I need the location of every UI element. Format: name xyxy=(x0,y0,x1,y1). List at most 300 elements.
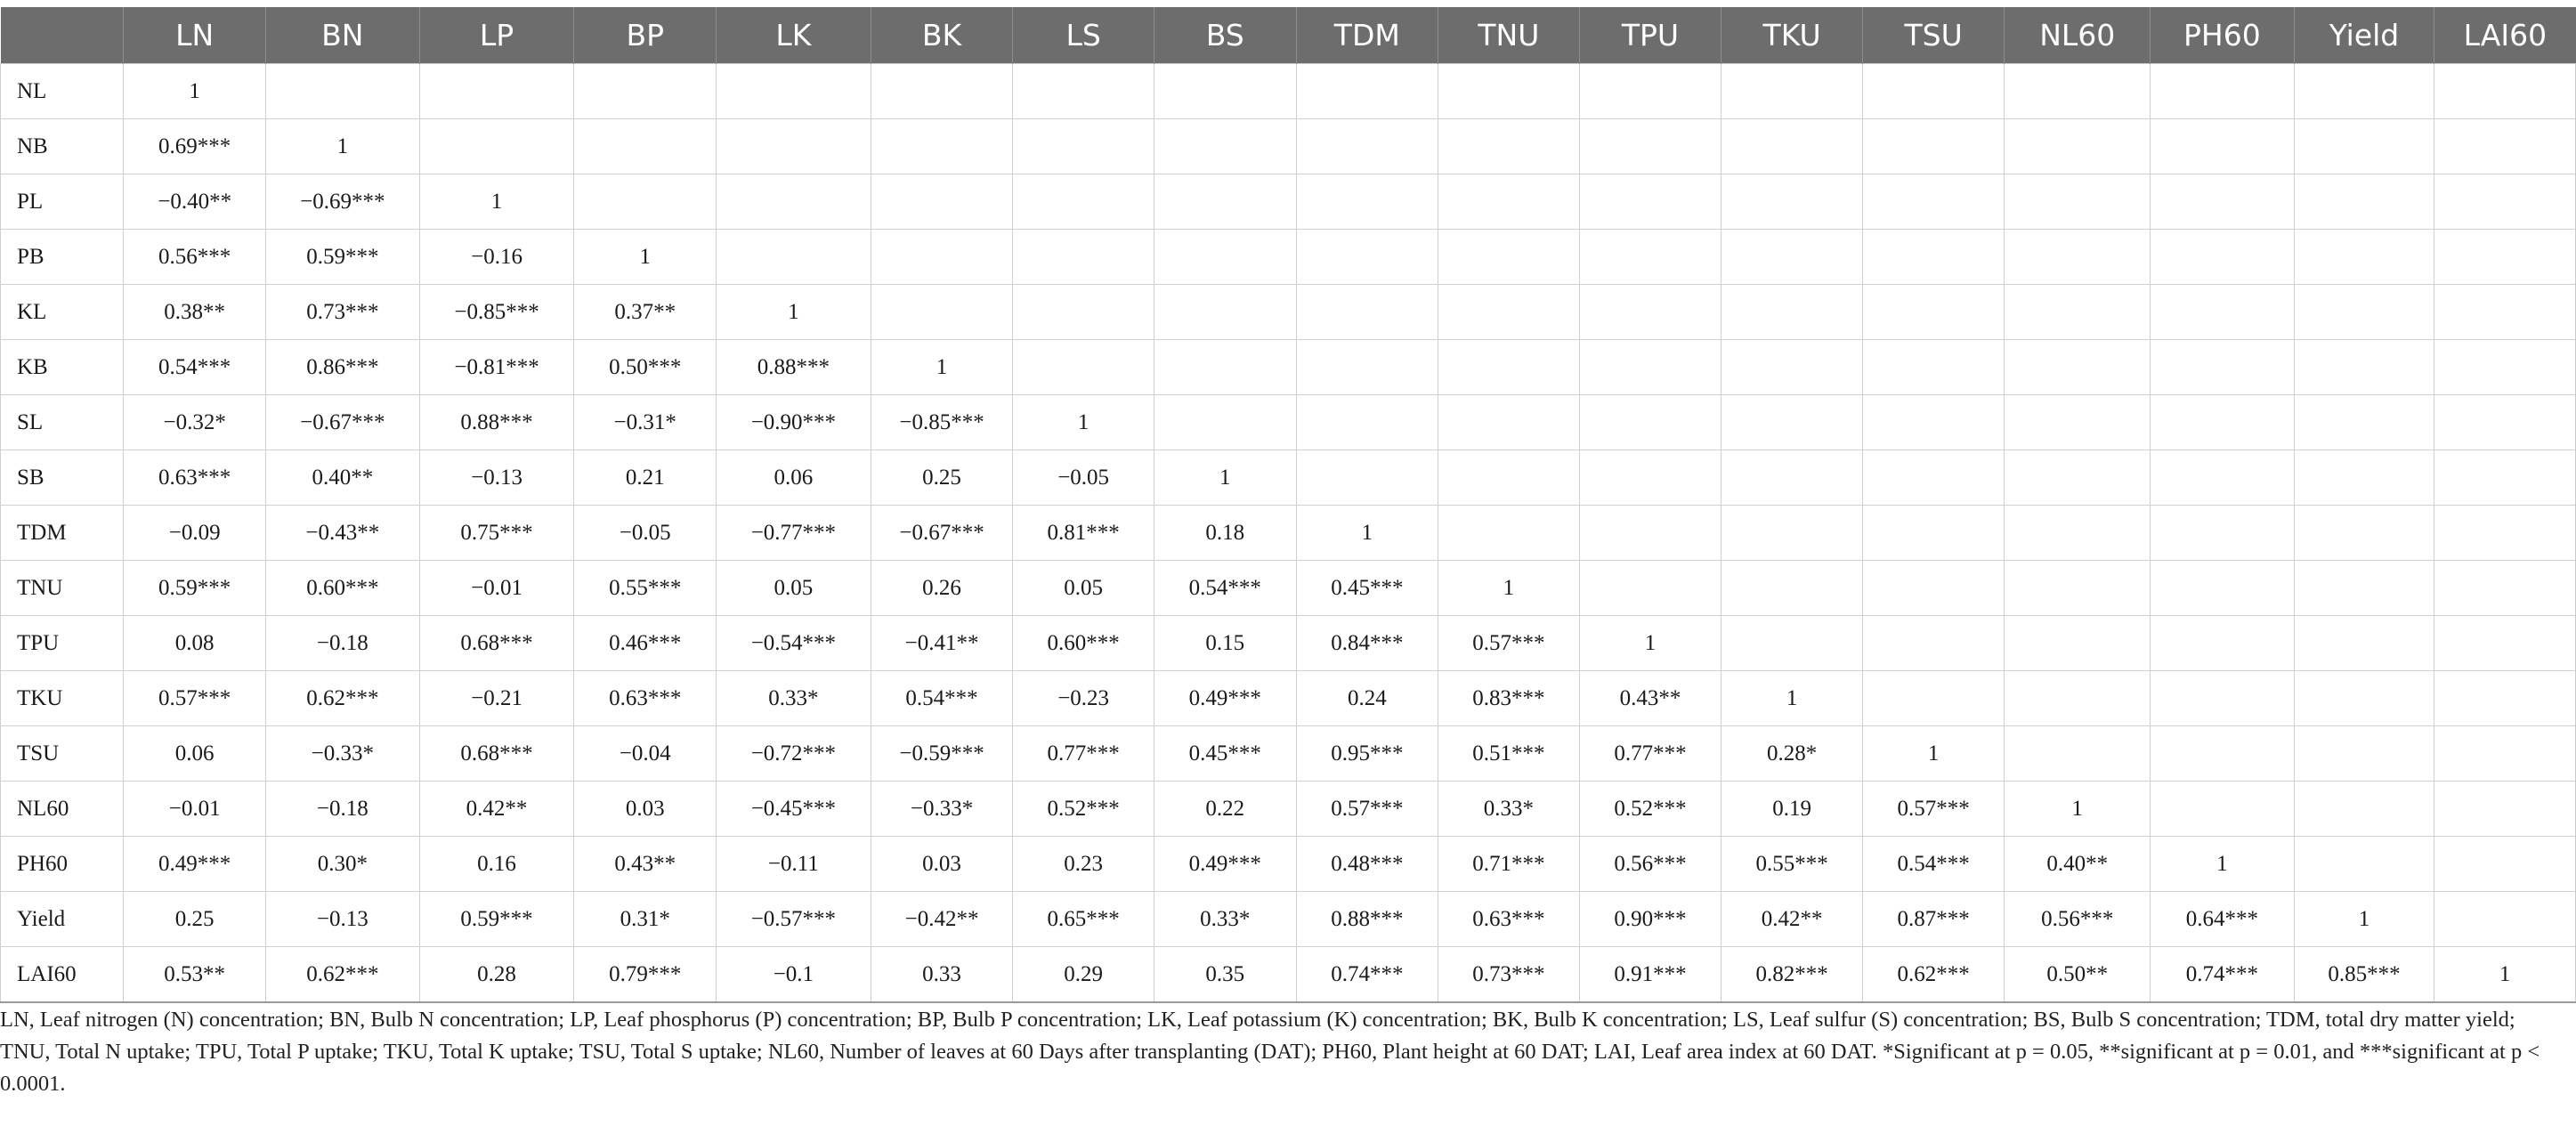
table-cell xyxy=(2005,506,2151,561)
table-cell: −0.33* xyxy=(871,782,1013,837)
table-cell xyxy=(2005,174,2151,230)
table-cell xyxy=(871,230,1013,285)
table-cell: −0.23 xyxy=(1013,671,1154,726)
row-label: PL xyxy=(1,174,124,230)
table-cell: 0.68*** xyxy=(419,726,574,782)
column-header: TDM xyxy=(1296,7,1438,64)
table-cell: 0.56*** xyxy=(124,230,266,285)
table-cell xyxy=(871,285,1013,340)
table-cell: 0.33* xyxy=(717,671,871,726)
table-cell xyxy=(1579,174,1721,230)
table-row xyxy=(1,506,2576,561)
table-cell: 0.62*** xyxy=(1862,947,2005,1003)
table-cell: 1 xyxy=(2294,892,2434,947)
table-row xyxy=(1,340,2576,395)
table-cell: −0.69*** xyxy=(265,174,419,230)
table-cell xyxy=(574,64,717,119)
table-cell xyxy=(2005,285,2151,340)
table-cell xyxy=(1296,395,1438,450)
table-cell: 0.25 xyxy=(124,892,266,947)
table-cell: 0.68*** xyxy=(419,616,574,671)
table-cell xyxy=(574,119,717,174)
table-cell xyxy=(1013,285,1154,340)
table-cell: −0.57*** xyxy=(717,892,871,947)
table-cell: 0.51*** xyxy=(1438,726,1580,782)
table-cell xyxy=(1438,64,1580,119)
table-cell xyxy=(1721,395,1863,450)
table-row xyxy=(1,726,2576,782)
table-row xyxy=(1,782,2576,837)
table-cell: −0.59*** xyxy=(871,726,1013,782)
table-cell xyxy=(2005,230,2151,285)
table-cell: 0.59*** xyxy=(265,230,419,285)
table-row xyxy=(1,947,2576,1003)
table-cell xyxy=(1154,64,1296,119)
table-cell: 0.59*** xyxy=(124,561,266,616)
table-cell: −0.16 xyxy=(419,230,574,285)
table-cell xyxy=(1862,64,2005,119)
table-cell: 0.54*** xyxy=(871,671,1013,726)
table-cell: 0.86*** xyxy=(265,340,419,395)
column-header: BK xyxy=(871,7,1013,64)
table-cell: 0.50*** xyxy=(574,340,717,395)
table-cell: −0.54*** xyxy=(717,616,871,671)
table-cell xyxy=(1579,506,1721,561)
table-row xyxy=(1,285,2576,340)
row-label: TPU xyxy=(1,616,124,671)
table-cell: 0.49*** xyxy=(1154,671,1296,726)
table-cell: 0.16 xyxy=(419,837,574,892)
correlation-table xyxy=(0,7,2576,1003)
table-cell: −0.18 xyxy=(265,616,419,671)
table-cell: 0.26 xyxy=(871,561,1013,616)
table-cell xyxy=(717,174,871,230)
table-cell xyxy=(2294,395,2434,450)
table-cell: 0.15 xyxy=(1154,616,1296,671)
table-cell: −0.77*** xyxy=(717,506,871,561)
table-cell xyxy=(2005,119,2151,174)
table-cell xyxy=(1721,174,1863,230)
table-cell: 0.28 xyxy=(419,947,574,1003)
table-cell: 1 xyxy=(2005,782,2151,837)
table-cell xyxy=(2434,671,2576,726)
table-cell: 1 xyxy=(265,119,419,174)
table-cell: 0.88*** xyxy=(1296,892,1438,947)
row-label: TDM xyxy=(1,506,124,561)
table-cell: 0.29 xyxy=(1013,947,1154,1003)
table-cell: −0.13 xyxy=(419,450,574,506)
column-header: LP xyxy=(419,7,574,64)
table-cell: 0.05 xyxy=(1013,561,1154,616)
row-label: NL60 xyxy=(1,782,124,837)
table-cell: −0.32* xyxy=(124,395,266,450)
table-cell: 0.40** xyxy=(2005,837,2151,892)
table-cell: −0.90*** xyxy=(717,395,871,450)
table-cell: 0.60*** xyxy=(1013,616,1154,671)
table-cell xyxy=(1013,340,1154,395)
table-cell: 0.37** xyxy=(574,285,717,340)
table-cell: 1 xyxy=(871,340,1013,395)
table-cell: 0.54*** xyxy=(124,340,266,395)
table-cell xyxy=(2151,726,2295,782)
table-cell xyxy=(1721,285,1863,340)
table-cell: 0.50** xyxy=(2005,947,2151,1003)
table-cell: 0.03 xyxy=(871,837,1013,892)
column-header: BS xyxy=(1154,7,1296,64)
table-cell xyxy=(1721,119,1863,174)
table-cell: 1 xyxy=(1721,671,1863,726)
table-cell xyxy=(2151,64,2295,119)
table-cell: 0.55*** xyxy=(574,561,717,616)
table-cell: 0.63*** xyxy=(1438,892,1580,947)
table-cell xyxy=(2005,726,2151,782)
table-cell xyxy=(1013,174,1154,230)
column-header: LAI60 xyxy=(2434,7,2576,64)
row-label: NB xyxy=(1,119,124,174)
table-cell: −0.21 xyxy=(419,671,574,726)
table-cell: 1 xyxy=(2151,837,2295,892)
table-cell: 1 xyxy=(1296,506,1438,561)
table-cell xyxy=(2005,671,2151,726)
table-cell xyxy=(1296,340,1438,395)
table-cell: 0.43** xyxy=(1579,671,1721,726)
table-cell xyxy=(1579,285,1721,340)
table-cell xyxy=(2151,340,2295,395)
table-cell: −0.41** xyxy=(871,616,1013,671)
table-row xyxy=(1,561,2576,616)
table-cell: 0.77*** xyxy=(1579,726,1721,782)
table-footnote: LN, Leaf nitrogen (N) concentration; BN, Bulb N concentration; LP, Leaf phosphorus (P) concentration; BP, Bulb P concentration; LK, Leaf potassium (K) concentration; BK, Bulb K concentration; LS, Leaf sulfur (S) concentration; BS, Bulb S concentration; TDM, total dry matter yield; TNU, Total N uptake; TPU, Total P uptake; TKU, Total K uptake; TSU, Total S uptake; NL60, Number of leaves at 60 Days after transplanting (DAT); PH60, Plant height at 60 DAT; LAI, Leaf area index at 60 DAT. *Significant at p = 0.05, **significant at p = 0.01, and ***significant at p < 0.0001. xyxy=(0,1008,2540,1096)
table-row xyxy=(1,892,2576,947)
table-cell xyxy=(1013,64,1154,119)
table-cell xyxy=(871,174,1013,230)
table-cell: 0.55*** xyxy=(1721,837,1863,892)
table-cell: 1 xyxy=(124,64,266,119)
table-cell xyxy=(1862,174,2005,230)
table-cell: 0.33* xyxy=(1438,782,1580,837)
table-cell xyxy=(2434,726,2576,782)
table-cell xyxy=(1438,230,1580,285)
table-cell: 0.95*** xyxy=(1296,726,1438,782)
table-cell: 0.35 xyxy=(1154,947,1296,1003)
table-cell: 1 xyxy=(717,285,871,340)
table-row xyxy=(1,837,2576,892)
table-cell xyxy=(2151,450,2295,506)
table-cell: 0.87*** xyxy=(1862,892,2005,947)
table-cell: 0.49*** xyxy=(1154,837,1296,892)
table-cell: 0.24 xyxy=(1296,671,1438,726)
table-cell xyxy=(1721,561,1863,616)
table-cell: 0.59*** xyxy=(419,892,574,947)
table-cell xyxy=(717,119,871,174)
table-cell: 0.63*** xyxy=(574,671,717,726)
table-cell xyxy=(2294,174,2434,230)
table-cell xyxy=(2434,230,2576,285)
table-cell: 0.60*** xyxy=(265,561,419,616)
table-cell xyxy=(1154,395,1296,450)
table-cell xyxy=(1721,506,1863,561)
table-cell xyxy=(2294,230,2434,285)
table-cell xyxy=(1862,561,2005,616)
column-header: TNU xyxy=(1438,7,1580,64)
table-cell xyxy=(1438,285,1580,340)
table-cell xyxy=(2434,561,2576,616)
table-cell xyxy=(2294,726,2434,782)
table-cell xyxy=(1721,450,1863,506)
table-cell xyxy=(1013,119,1154,174)
table-cell: −0.05 xyxy=(1013,450,1154,506)
table-cell xyxy=(2294,616,2434,671)
table-cell: 0.06 xyxy=(124,726,266,782)
column-header: PH60 xyxy=(2151,7,2295,64)
table-cell: −0.72*** xyxy=(717,726,871,782)
table-cell: −0.31* xyxy=(574,395,717,450)
row-label: KL xyxy=(1,285,124,340)
table-row xyxy=(1,616,2576,671)
table-cell: −0.1 xyxy=(717,947,871,1003)
row-label: SL xyxy=(1,395,124,450)
table-cell xyxy=(2434,340,2576,395)
table-row xyxy=(1,230,2576,285)
table-cell xyxy=(419,119,574,174)
table-cell: 0.45*** xyxy=(1296,561,1438,616)
table-cell: 0.63*** xyxy=(124,450,266,506)
table-cell: 1 xyxy=(1579,616,1721,671)
table-cell: −0.40** xyxy=(124,174,266,230)
table-cell xyxy=(1154,119,1296,174)
table-cell: 0.25 xyxy=(871,450,1013,506)
table-cell xyxy=(1438,119,1580,174)
column-header: TSU xyxy=(1862,7,2005,64)
table-cell xyxy=(1579,64,1721,119)
table-cell xyxy=(2151,561,2295,616)
table-cell xyxy=(2151,285,2295,340)
row-label: PH60 xyxy=(1,837,124,892)
table-cell: 0.54*** xyxy=(1154,561,1296,616)
table-cell xyxy=(1438,174,1580,230)
table-cell: 0.91*** xyxy=(1579,947,1721,1003)
table-cell xyxy=(2005,450,2151,506)
table-cell xyxy=(1862,671,2005,726)
table-cell xyxy=(2005,616,2151,671)
table-cell: 0.85*** xyxy=(2294,947,2434,1003)
table-row xyxy=(1,395,2576,450)
table-cell: 0.88*** xyxy=(717,340,871,395)
table-cell: 0.69*** xyxy=(124,119,266,174)
table-row xyxy=(1,174,2576,230)
table-cell xyxy=(1862,119,2005,174)
table-cell: 0.49*** xyxy=(124,837,266,892)
column-header: Yield xyxy=(2294,7,2434,64)
table-cell: 0.43** xyxy=(574,837,717,892)
table-cell xyxy=(2294,450,2434,506)
table-cell: 0.71*** xyxy=(1438,837,1580,892)
table-cell xyxy=(2434,64,2576,119)
column-header: BP xyxy=(574,7,717,64)
table-cell: 0.33 xyxy=(871,947,1013,1003)
row-label: TKU xyxy=(1,671,124,726)
table-cell: 0.74*** xyxy=(1296,947,1438,1003)
table-cell xyxy=(1721,616,1863,671)
table-cell: −0.67*** xyxy=(871,506,1013,561)
table-cell: −0.81*** xyxy=(419,340,574,395)
table-cell xyxy=(2005,340,2151,395)
table-cell: −0.43** xyxy=(265,506,419,561)
table-cell: −0.13 xyxy=(265,892,419,947)
table-cell xyxy=(1862,340,2005,395)
table-cell xyxy=(2434,174,2576,230)
table-cell: 1 xyxy=(1438,561,1580,616)
table-cell: 0.84*** xyxy=(1296,616,1438,671)
table-cell xyxy=(1154,285,1296,340)
column-header: TPU xyxy=(1579,7,1721,64)
table-cell xyxy=(1154,340,1296,395)
table-cell xyxy=(2434,892,2576,947)
table-cell: 0.54*** xyxy=(1862,837,2005,892)
table-cell xyxy=(1154,174,1296,230)
row-label: SB xyxy=(1,450,124,506)
table-cell xyxy=(1296,230,1438,285)
table-cell xyxy=(1579,119,1721,174)
column-header: NL60 xyxy=(2005,7,2151,64)
table-cell: 1 xyxy=(1013,395,1154,450)
table-cell xyxy=(2294,285,2434,340)
table-cell: 0.23 xyxy=(1013,837,1154,892)
table-cell: 0.56*** xyxy=(2005,892,2151,947)
table-cell xyxy=(2434,450,2576,506)
table-cell: 0.73*** xyxy=(1438,947,1580,1003)
table-cell: 0.74*** xyxy=(2151,947,2295,1003)
table-cell: −0.67*** xyxy=(265,395,419,450)
table-cell: 0.57*** xyxy=(1296,782,1438,837)
table-cell xyxy=(2294,506,2434,561)
table-cell: −0.45*** xyxy=(717,782,871,837)
column-header: BN xyxy=(265,7,419,64)
table-cell xyxy=(1579,340,1721,395)
table-cell xyxy=(1438,395,1580,450)
table-cell: 0.21 xyxy=(574,450,717,506)
table-cell: 0.90*** xyxy=(1579,892,1721,947)
table-cell xyxy=(1721,64,1863,119)
table-cell xyxy=(2151,230,2295,285)
table-cell xyxy=(1296,285,1438,340)
table-cell xyxy=(1438,450,1580,506)
table-cell: 0.08 xyxy=(124,616,266,671)
column-header: LS xyxy=(1013,7,1154,64)
table-cell xyxy=(2294,64,2434,119)
table-cell xyxy=(419,64,574,119)
table-cell: 0.52*** xyxy=(1013,782,1154,837)
table-cell xyxy=(2151,616,2295,671)
table-cell xyxy=(1862,395,2005,450)
table-row xyxy=(1,64,2576,119)
table-cell: 0.03 xyxy=(574,782,717,837)
table-cell xyxy=(2434,782,2576,837)
table-cell: −0.18 xyxy=(265,782,419,837)
table-cell xyxy=(2005,561,2151,616)
table-cell: 0.46*** xyxy=(574,616,717,671)
table-cell xyxy=(1296,64,1438,119)
row-label: KB xyxy=(1,340,124,395)
table-cell xyxy=(1862,450,2005,506)
table-cell: 0.56*** xyxy=(1579,837,1721,892)
table-cell xyxy=(2294,837,2434,892)
table-cell: 0.52*** xyxy=(1579,782,1721,837)
table-cell: 0.75*** xyxy=(419,506,574,561)
table-row xyxy=(1,450,2576,506)
table-cell xyxy=(1579,450,1721,506)
table-cell xyxy=(2434,837,2576,892)
table-cell xyxy=(1579,230,1721,285)
table-cell xyxy=(871,119,1013,174)
table-cell: 0.45*** xyxy=(1154,726,1296,782)
table-cell xyxy=(1438,506,1580,561)
table-cell: 1 xyxy=(574,230,717,285)
table-cell: 0.42** xyxy=(419,782,574,837)
table-cell xyxy=(2151,671,2295,726)
table-cell xyxy=(2151,119,2295,174)
row-label: TSU xyxy=(1,726,124,782)
table-cell xyxy=(2434,395,2576,450)
table-cell xyxy=(2434,285,2576,340)
table-cell: 0.57*** xyxy=(1862,782,2005,837)
table-cell: −0.33* xyxy=(265,726,419,782)
column-header: TKU xyxy=(1721,7,1863,64)
table-cell xyxy=(2294,671,2434,726)
header-row xyxy=(1,7,2576,64)
table-cell xyxy=(574,174,717,230)
table-cell xyxy=(2151,782,2295,837)
table-cell: 0.62*** xyxy=(265,947,419,1003)
table-cell: −0.04 xyxy=(574,726,717,782)
table-cell xyxy=(1013,230,1154,285)
table-cell xyxy=(717,64,871,119)
table-cell xyxy=(2151,506,2295,561)
column-header: LN xyxy=(124,7,266,64)
table-cell xyxy=(1154,230,1296,285)
table-cell: 0.33* xyxy=(1154,892,1296,947)
table-cell: 0.42** xyxy=(1721,892,1863,947)
table-cell xyxy=(2151,174,2295,230)
table-cell xyxy=(2434,506,2576,561)
table-cell: 0.28* xyxy=(1721,726,1863,782)
header-corner-cell xyxy=(1,7,124,64)
table-cell: −0.11 xyxy=(717,837,871,892)
table-cell xyxy=(1438,340,1580,395)
table-cell xyxy=(1721,340,1863,395)
table-cell: 0.83*** xyxy=(1438,671,1580,726)
table-cell xyxy=(1862,230,2005,285)
table-cell: 0.79*** xyxy=(574,947,717,1003)
table-container xyxy=(0,7,2576,1003)
table-cell: 0.73*** xyxy=(265,285,419,340)
table-cell: 1 xyxy=(1154,450,1296,506)
table-row xyxy=(1,119,2576,174)
table-cell: 0.62*** xyxy=(265,671,419,726)
table-cell: −0.85*** xyxy=(419,285,574,340)
table-row xyxy=(1,671,2576,726)
table-cell: −0.42** xyxy=(871,892,1013,947)
column-header: LK xyxy=(717,7,871,64)
table-cell xyxy=(871,64,1013,119)
table-cell xyxy=(1721,230,1863,285)
table-cell: −0.85*** xyxy=(871,395,1013,450)
table-cell: 1 xyxy=(419,174,574,230)
table-cell xyxy=(2294,561,2434,616)
table-cell xyxy=(2434,616,2576,671)
row-label: Yield xyxy=(1,892,124,947)
table-cell: 0.81*** xyxy=(1013,506,1154,561)
